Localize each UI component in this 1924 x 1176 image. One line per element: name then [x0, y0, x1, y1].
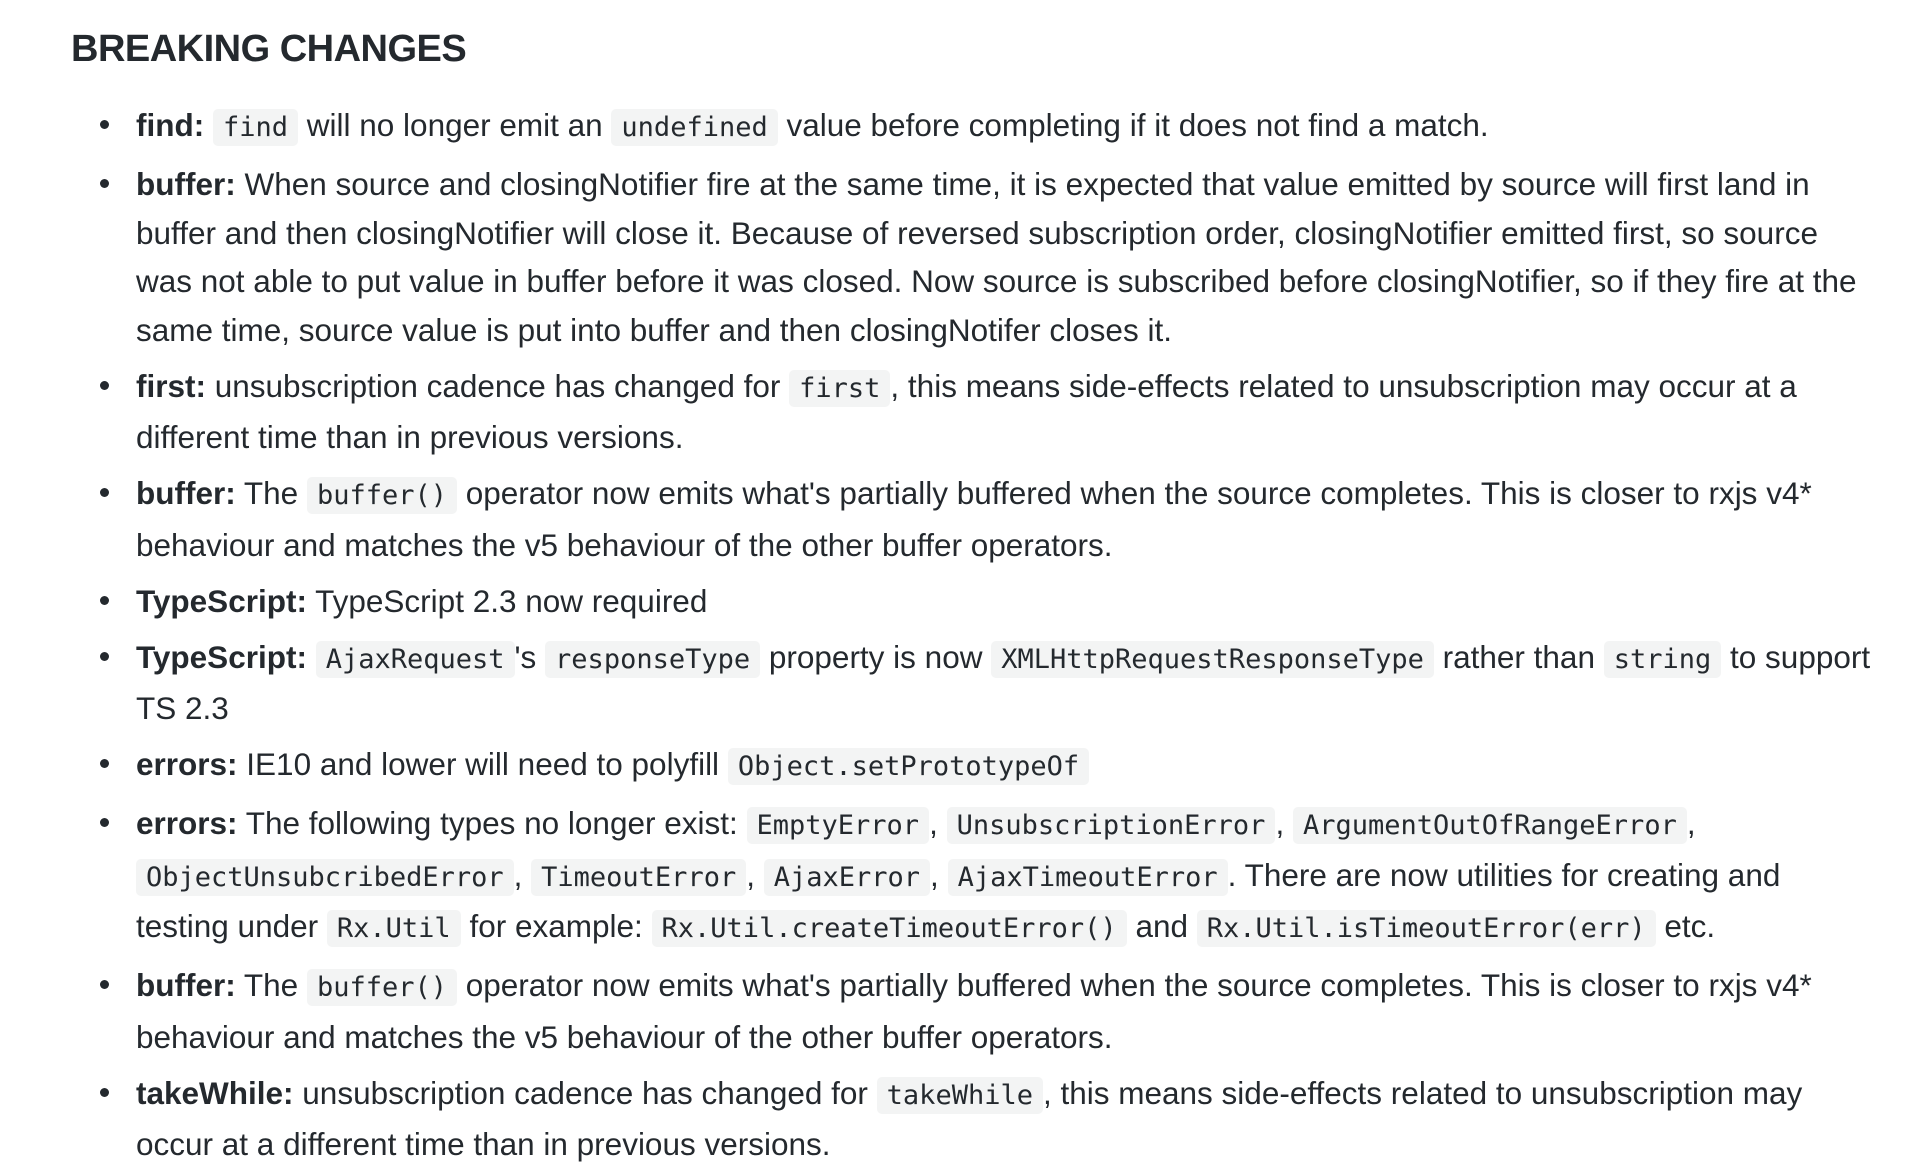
change-text: , — [929, 805, 947, 841]
inline-code: ArgumentOutOfRangeError — [1293, 807, 1687, 844]
change-text: , — [1686, 805, 1696, 841]
bullet-icon — [100, 818, 109, 827]
bullet-icon — [100, 980, 109, 989]
change-label: buffer: — [136, 166, 236, 202]
change-text: , — [930, 856, 948, 893]
change-text: operator now emits what's partially buffered when the source completes. This is closer to rxjs v4* behaviour and matches the v5 behaviour of the other buffer operators. — [136, 475, 1812, 563]
inline-code: ObjectUnsubcribedError — [136, 859, 514, 896]
change-item — [136, 362, 1871, 462]
bullet-icon — [100, 179, 109, 188]
change-text: The following types no longer exist: — [237, 805, 747, 841]
change-text: , — [513, 856, 532, 893]
change-text: for example: — [460, 908, 652, 944]
change-text: , this means side-effects related to unsubscription may occur at a different time than in previous versions. — [136, 367, 1797, 455]
inline-code: string — [1604, 641, 1722, 678]
change-item — [136, 1069, 1871, 1169]
change-text: , this means side-effects related to unsubscription may occur at a different time than in previous versions. — [136, 1074, 1803, 1162]
change-text: to support TS 2.3 — [136, 638, 1871, 726]
inline-code: buffer() — [307, 969, 457, 1006]
bullet-icon — [100, 1088, 109, 1097]
inline-code: Rx.Util.isTimeoutError(err) — [1197, 910, 1656, 947]
inline-code: AjaxRequest — [316, 641, 515, 678]
inline-code: Rx.Util.createTimeoutError() — [652, 910, 1127, 947]
inline-code: TimeoutError — [531, 859, 746, 896]
change-text: and — [1126, 908, 1197, 944]
change-label: buffer: — [136, 967, 236, 1003]
change-text: value before completing if it does not find a match. — [777, 107, 1489, 143]
inline-code: EmptyError — [747, 807, 930, 844]
bullet-icon — [100, 759, 109, 768]
change-item — [136, 469, 1871, 569]
section-heading: BREAKING CHANGES — [71, 28, 467, 70]
inline-code: Object.setPrototypeOf — [728, 748, 1089, 785]
change-text: When source and closingNotifier fire at the same time, it is expected that value emitted by source will first land in buffer and then closingNotifier will close it. Because of reversed subscription order, closingNotifier emitted first, so source was not able to put value in buffer before it was closed. Now source is subscribed before closingNotifier, so if they fire at the same time, source value is put into buffer and then closingNotifer closes it. — [136, 166, 1857, 348]
inline-code: undefined — [611, 109, 777, 146]
inline-code: UnsubscriptionError — [947, 807, 1276, 844]
change-item — [136, 577, 1871, 626]
change-label: TypeScript: — [136, 638, 307, 675]
change-text: property is now — [760, 638, 992, 675]
inline-code: AjaxTimeoutError — [948, 859, 1228, 896]
change-text: The — [235, 475, 307, 511]
change-text: etc. — [1655, 908, 1716, 944]
change-text: operator now emits what's partially buffered when the source completes. This is closer to rxjs v4* behaviour and matches the v5 behaviour of the other buffer operators. — [136, 967, 1812, 1055]
change-text: TypeScript 2.3 now required — [306, 582, 708, 619]
inline-code: AjaxError — [764, 859, 930, 896]
change-label: first: — [136, 367, 206, 404]
change-item — [136, 740, 1871, 792]
inline-code: find — [213, 109, 298, 146]
change-text — [204, 107, 213, 143]
bullet-icon — [100, 488, 109, 497]
change-text: unsubscription cadence has changed for — [293, 1074, 877, 1111]
change-label: takeWhile: — [136, 1074, 294, 1111]
change-text — [307, 639, 316, 675]
change-item — [136, 961, 1871, 1061]
bullet-icon — [100, 120, 109, 129]
inline-code: responseType — [545, 641, 760, 678]
bullet-icon — [100, 596, 109, 605]
change-label: errors: — [136, 746, 238, 782]
change-text: unsubscription cadence has changed for — [206, 367, 790, 404]
breaking-changes-list — [71, 101, 1871, 1169]
breaking-changes-section — [71, 24, 1871, 1176]
change-text: IE10 and lower will need to polyfill — [237, 746, 728, 782]
change-text: , — [1275, 805, 1293, 841]
change-text: will no longer emit an — [298, 107, 612, 143]
bullet-icon — [100, 652, 109, 661]
change-text: , — [746, 856, 764, 893]
inline-code: XMLHttpRequestResponseType — [991, 641, 1434, 678]
change-item — [136, 799, 1871, 954]
change-label: buffer: — [136, 475, 236, 511]
change-text: 's — [514, 638, 546, 675]
change-item — [136, 160, 1871, 354]
change-item — [136, 633, 1871, 733]
inline-code: Rx.Util — [327, 910, 461, 947]
change-text: . There are now utilities for creating and testing under — [136, 856, 1781, 944]
change-label: TypeScript: — [136, 582, 307, 619]
change-label: find: — [136, 107, 205, 143]
change-item — [136, 101, 1871, 153]
change-text: rather than — [1433, 638, 1604, 675]
inline-code: buffer() — [307, 477, 457, 514]
bullet-icon — [100, 381, 109, 390]
inline-code: first — [789, 370, 890, 407]
inline-code: takeWhile — [877, 1077, 1043, 1114]
change-label: errors: — [136, 805, 238, 841]
change-text: The — [235, 967, 307, 1003]
